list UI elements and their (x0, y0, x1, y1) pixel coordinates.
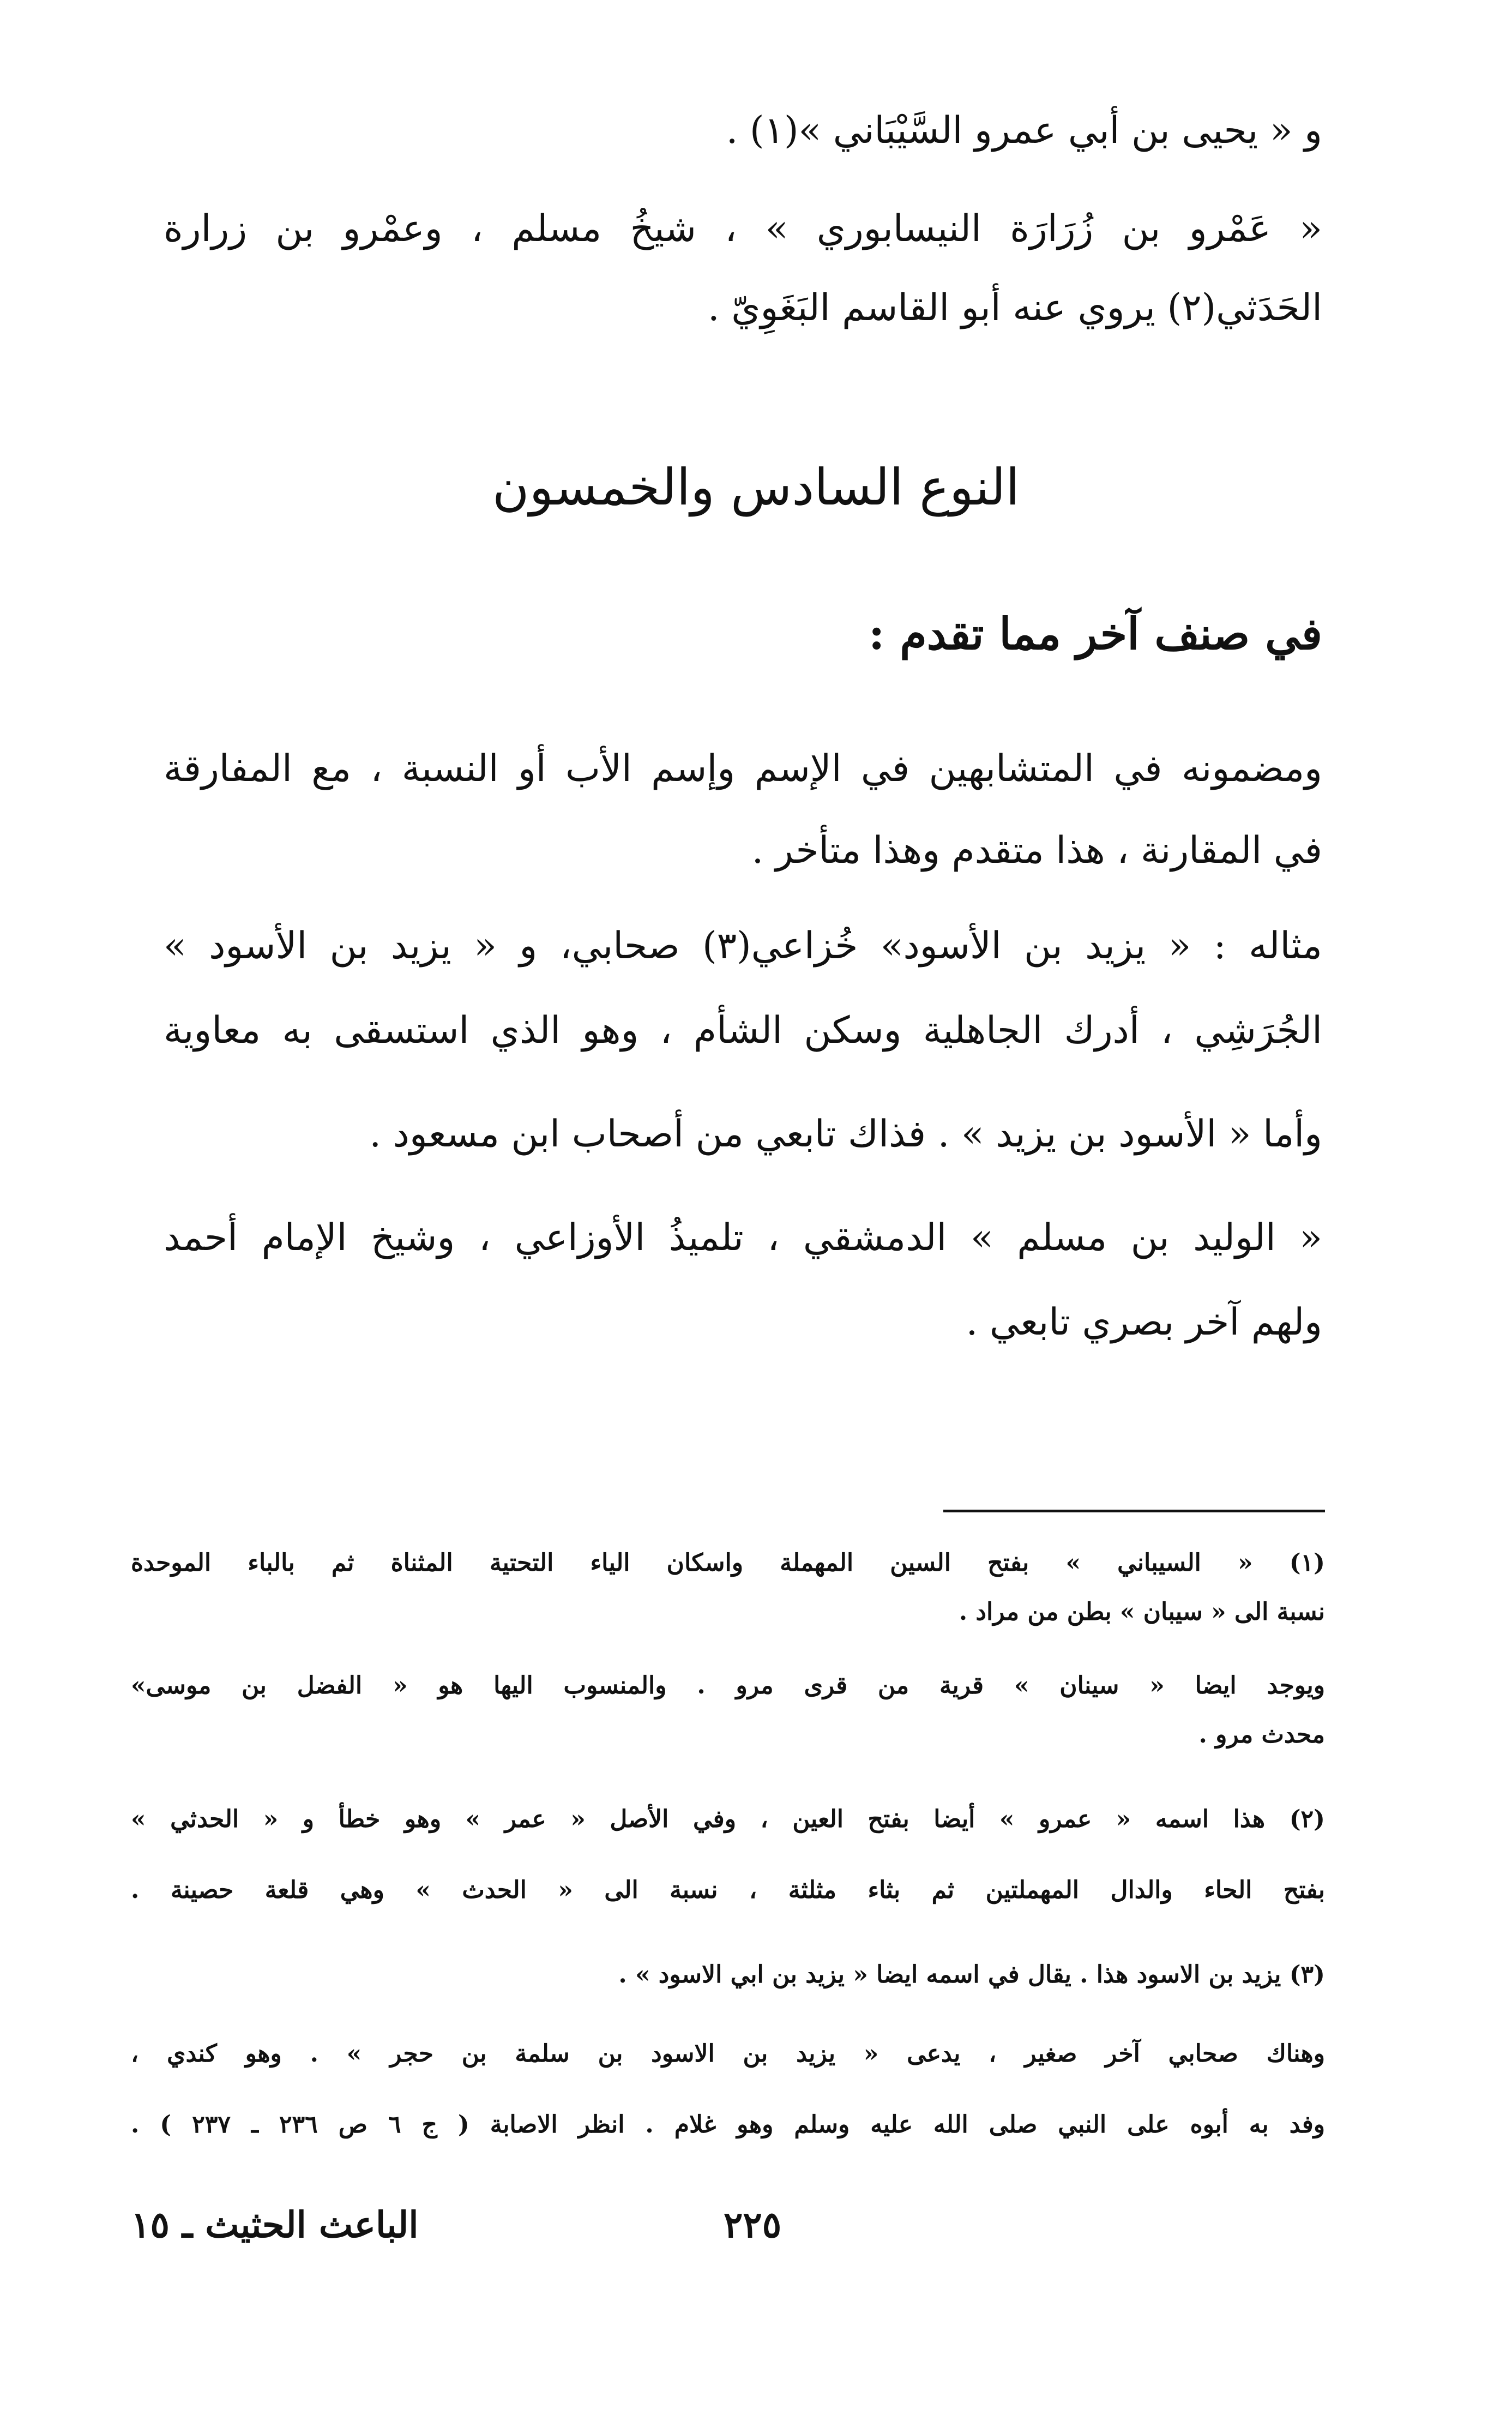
footnote-3b-line-2: وفد به أبوه على النبي صلى الله عليه وسلم وهو غلام . انظر الاصابة ( ج ٦ ص ٢٣٦ ـ ٢٣٧ ) . (131, 2111, 1325, 2138)
para4-line-2: ولهم آخر بصري تابعي . (966, 1301, 1322, 1344)
body-line-1: و « يحيى بن أبي عمرو السَّيْبَاني »(١) . (726, 109, 1322, 152)
footnote-2-line-2: بفتح الحاء والدال المهملتين ثم بثاء مثلثة ، نسبة الى « الحدث » وهي قلعة حصينة . (131, 1876, 1325, 1904)
para4-line-1: « الوليد بن مسلم » الدمشقي ، تلميذُ الأوزاعي ، وشيخ الإمام أحمد (164, 1216, 1322, 1259)
section-subtitle: في صنف آخر مما تقدم : (868, 608, 1322, 659)
footnote-1-line-1: (١) « السيباني » بفتح السين المهملة واسكان الياء التحتية المثناة ثم بالباء الموحدة (131, 1549, 1325, 1577)
footnote-3b-line-1: وهناك صحابي آخر صغير ، يدعى « يزيد بن الاسود بن سلمة بن حجر » . وهو كندي ، (131, 2040, 1325, 2068)
footnote-3-line-1: (٣) يزيد بن الاسود هذا . يقال في اسمه ايضا « يزيد بن ابي الاسود » . (618, 1961, 1325, 1989)
section-title: النوع السادس والخمسون (492, 458, 1020, 516)
body-line-3: الحَدَثي(٢) يروي عنه أبو القاسم البَغَوِيّ . (708, 286, 1322, 329)
para2-line-1: مثاله : « يزيد بن الأسود» خُزاعي(٣) صحابي، و « يزيد بن الأسود » (164, 924, 1322, 968)
body-line-2: « عَمْرو بن زُرَارَة النيسابوري » ، شيخُ مسلم ، وعمْرو بن زرارة (164, 207, 1322, 250)
para2-line-2: الجُرَشِي ، أدرك الجاهلية وسكن الشأم ، وهو الذي استسقى به معاوية (164, 1009, 1322, 1052)
footnote-divider (943, 1510, 1325, 1512)
para3-line: وأما « الأسود بن يزيد » . فذاك تابعي من أصحاب ابن مسعود . (369, 1113, 1322, 1156)
signature-mark: الباعث الحثيث ـ ١٥ (131, 2203, 419, 2246)
footnote-1-line-2: نسبة الى « سيبان » بطن من مراد . (959, 1598, 1325, 1626)
para1-line-1: ومضمونه في المتشابهين في الإسم وإسم الأب أو النسبة ، مع المفارقة (164, 747, 1322, 790)
footnote-2-line-1: (٢) هذا اسمه « عمرو » أيضا بفتح العين ، وفي الأصل « عمر » وهو خطأ و « الحدثي » (131, 1805, 1325, 1833)
page-number: ٢٢٥ (723, 2203, 782, 2246)
para1-line-2: في المقارنة ، هذا متقدم وهذا متأخر . (751, 829, 1322, 872)
footnote-1b-line-1: ويوجد ايضا « سينان » قرية من قرى مرو . والمنسوب اليها هو « الفضل بن موسى» (131, 1672, 1325, 1699)
footnote-1b-line-2: محدث مرو . (1198, 1721, 1325, 1749)
